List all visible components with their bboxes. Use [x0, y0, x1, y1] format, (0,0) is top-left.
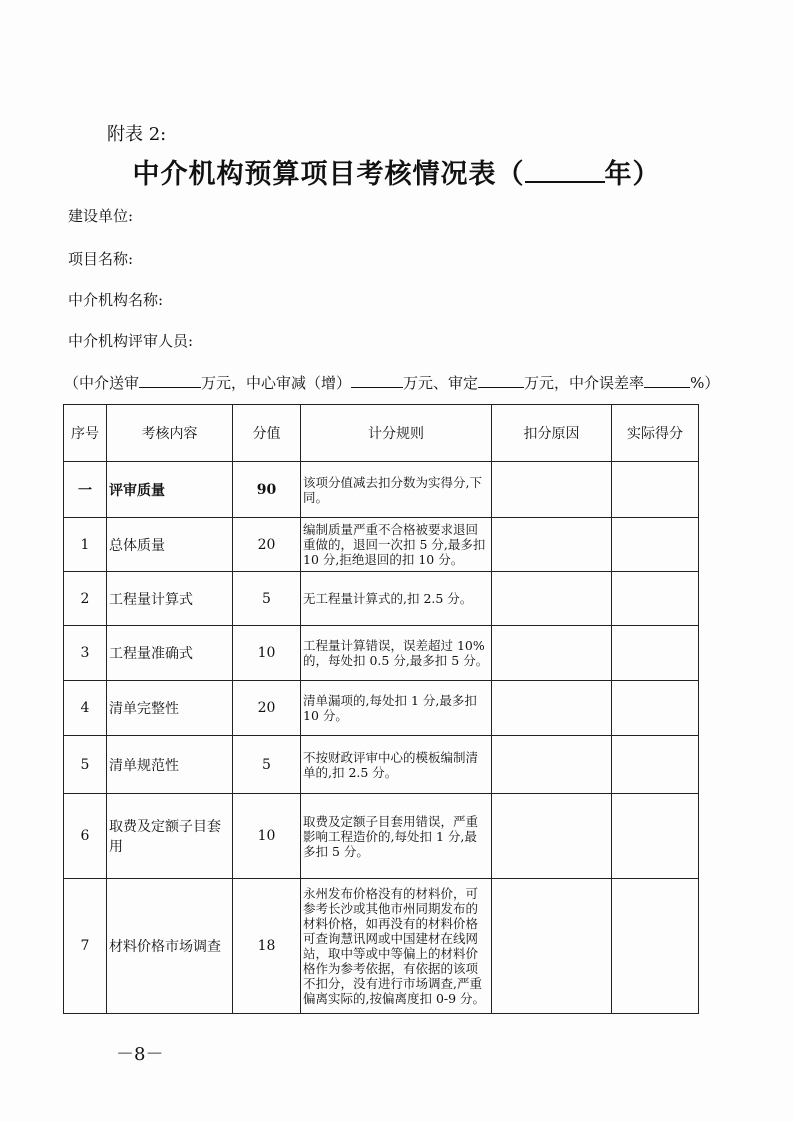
header-cell: 序号 — [64, 405, 107, 462]
blank — [351, 373, 403, 388]
table-row — [64, 626, 699, 681]
score-value: 5 — [233, 572, 301, 626]
summary-text: 万元，中介误差率 — [524, 374, 645, 392]
actual-score[interactable] — [612, 879, 699, 1014]
summary-text: 万元，中心审减（增） — [201, 374, 352, 392]
table-row — [64, 462, 699, 518]
assessment-item: 取费及定额子目套用 — [107, 794, 233, 879]
actual-score[interactable] — [612, 736, 699, 794]
score-value: 18 — [233, 879, 301, 1014]
assessment-item: 工程量准确式 — [107, 626, 233, 681]
assessment-item: 评审质量 — [107, 462, 233, 518]
deduction-reason[interactable] — [492, 794, 612, 879]
row-number: 3 — [64, 626, 107, 681]
table-row — [64, 572, 699, 626]
assessment-item: 总体质量 — [107, 518, 233, 572]
assessment-item: 材料价格市场调查 — [107, 879, 233, 1014]
row-number: 6 — [64, 794, 107, 879]
score-value: 20 — [233, 518, 301, 572]
amount-summary — [64, 372, 719, 393]
score-value: 90 — [233, 462, 301, 518]
header-cell: 实际得分 — [612, 405, 699, 462]
actual-score[interactable] — [612, 462, 699, 518]
assessment-item: 清单规范性 — [107, 736, 233, 794]
scoring-rule: 取费及定额子目套用错误，严重影响工程造价的,每处扣 1 分,最多扣 5 分。 — [301, 794, 492, 879]
score-value: 10 — [233, 626, 301, 681]
row-number: 7 — [64, 879, 107, 1014]
header-cell: 计分规则 — [301, 405, 492, 462]
title-main: 中介机构预算项目考核情况表（ — [132, 159, 525, 190]
scoring-rule: 无工程量计算式的,扣 2.5 分。 — [301, 572, 492, 626]
annex-label: 附表 2: — [107, 124, 167, 145]
table-row — [64, 518, 699, 572]
deduction-reason[interactable] — [492, 572, 612, 626]
deduction-reason[interactable] — [492, 462, 612, 518]
row-number: 4 — [64, 681, 107, 736]
actual-score[interactable] — [612, 794, 699, 879]
blank — [139, 373, 201, 388]
row-number: 2 — [64, 572, 107, 626]
table-row — [64, 794, 699, 879]
blank — [478, 373, 524, 388]
actual-score[interactable] — [612, 626, 699, 681]
scoring-rule: 不按财政评审中心的模板编制清单的,扣 2.5 分。 — [301, 736, 492, 794]
field-project-name: 项目名称: — [68, 250, 134, 268]
table-row — [64, 736, 699, 794]
score-value: 10 — [233, 794, 301, 879]
header-row — [64, 405, 699, 462]
scoring-rule: 编制质量严重不合格被要求退回重做的，退回一次扣 5 分,最多扣 10 分,拒绝退回的扣 10 分。 — [301, 518, 492, 572]
field-construction-unit: 建设单位: — [68, 207, 134, 225]
scoring-rule: 工程量计算错误，误差超过 10%的，每处扣 0.5 分,最多扣 5 分。 — [301, 626, 492, 681]
deduction-reason[interactable] — [492, 736, 612, 794]
assessment-table — [63, 404, 699, 1014]
deduction-reason[interactable] — [492, 626, 612, 681]
header-cell: 扣分原因 — [492, 405, 612, 462]
header-cell: 分值 — [233, 405, 301, 462]
year-blank — [525, 157, 605, 183]
deduction-reason[interactable] — [492, 518, 612, 572]
page-number: －8－ — [116, 1044, 164, 1065]
summary-text: （中介送审 — [64, 374, 140, 392]
deduction-reason[interactable] — [492, 681, 612, 736]
actual-score[interactable] — [612, 518, 699, 572]
deduction-reason[interactable] — [492, 879, 612, 1014]
row-number: 5 — [64, 736, 107, 794]
score-value: 20 — [233, 681, 301, 736]
field-agency-reviewers: 中介机构评审人员: — [68, 332, 194, 350]
header-cell: 考核内容 — [107, 405, 233, 462]
summary-text: %） — [690, 374, 720, 392]
assessment-item: 工程量计算式 — [107, 572, 233, 626]
assessment-item: 清单完整性 — [107, 681, 233, 736]
field-agency-name: 中介机构名称: — [68, 291, 164, 309]
actual-score[interactable] — [612, 572, 699, 626]
score-value: 5 — [233, 736, 301, 794]
scoring-rule: 该项分值减去扣分数为实得分,下同。 — [301, 462, 492, 518]
title-suffix: 年） — [604, 159, 661, 190]
actual-score[interactable] — [612, 681, 699, 736]
page-title — [0, 152, 793, 191]
summary-text: 万元、审定 — [403, 374, 479, 392]
scoring-rule: 清单漏项的,每处扣 1 分,最多扣 10 分。 — [301, 681, 492, 736]
row-number: 1 — [64, 518, 107, 572]
table-row — [64, 879, 699, 1014]
table-row — [64, 681, 699, 736]
row-number: 一 — [64, 462, 107, 518]
blank — [644, 373, 690, 388]
scoring-rule: 永州发布价格没有的材料价，可参考长沙或其他市州同期发布的材料价格，如再没有的材料价格可查询慧讯网或中国建材在线网站，取中等或中等偏上的材料价格作为参考依据，有依据的该项不扣分，没有进行市场调查,严重偏离实际的,按偏离度扣 0-9 分。 — [301, 879, 492, 1014]
